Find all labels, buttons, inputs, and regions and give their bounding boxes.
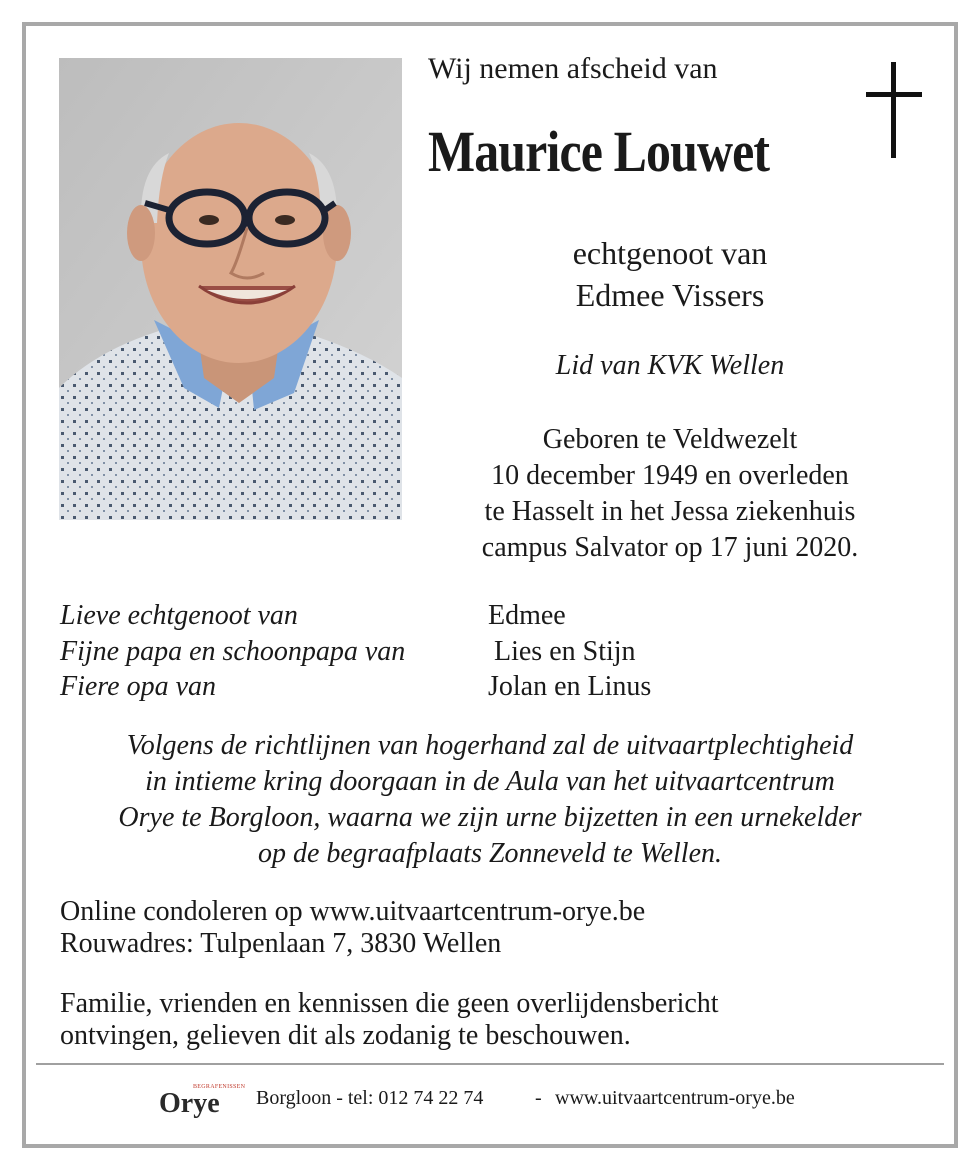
footer-website: www.uitvaartcentrum-orye.be (555, 1087, 795, 1109)
portrait-photo (59, 58, 402, 520)
ceremony-line: in intieme kring doorgaan in de Aula van het uitvaartcentrum (145, 766, 835, 797)
deceased-name: Maurice Louwet (428, 119, 770, 184)
logo-wordmark: Orye (159, 1088, 220, 1119)
birth-death-block (420, 422, 920, 566)
orye-logo (155, 1084, 246, 1122)
ceremony-text (40, 728, 940, 872)
footer-separator: - (535, 1087, 542, 1109)
born-line: Geboren te Veldwezelt (542, 424, 798, 455)
ceremony-line: Orye te Borgloon, waarna we zijn urne bijzetten in een urnekelder (118, 802, 862, 833)
born-line: 10 december 1949 en overleden (491, 460, 849, 491)
family-note (60, 988, 719, 1052)
ceremony-line: Volgens de richtlijnen van hogerhand zal de uitvaartplechtigheid (126, 730, 854, 761)
relation-value: Jolan en Linus (488, 671, 652, 702)
footer-divider (36, 1063, 944, 1065)
online-block (60, 896, 645, 960)
mourning-address-line: Rouwadres: Tulpenlaan 7, 3830 Wellen (60, 928, 502, 959)
footer-contact: Borgloon - tel: 012 74 22 74 (256, 1087, 484, 1109)
logo-tagline: BEGRAFENISSEN (193, 1084, 246, 1090)
relation-label: Lieve echtgenoot van (60, 600, 298, 631)
family-note-line: ontvingen, gelieven dit als zodanig te beschouwen. (60, 1020, 631, 1051)
membership-text: Lid van KVK Wellen (555, 350, 785, 381)
born-line: campus Salvator op 17 juni 2020. (481, 532, 859, 563)
intro-text: Wij nemen afscheid van (428, 52, 718, 85)
relation-value: Lies en Stijn (494, 636, 636, 667)
cross-icon (866, 62, 922, 158)
spouse-line-2: Edmee Vissers (575, 277, 765, 313)
relation-label: Fiere opa van (60, 671, 217, 702)
online-condolence-line: Online condoleren op www.uitvaartcentrum-orye.be (60, 896, 646, 927)
family-note-line: Familie, vrienden en kennissen die geen overlijdensbericht (60, 988, 719, 1019)
relation-value: Edmee (488, 600, 566, 631)
spouse-line-1: echtgenoot van (572, 235, 768, 271)
ceremony-line: op de begraafplaats Zonneveld te Wellen. (258, 838, 722, 869)
spouse-block (420, 232, 920, 316)
born-line: te Hasselt in het Jessa ziekenhuis (484, 496, 856, 527)
relation-label: Fijne papa en schoonpapa van (60, 636, 406, 667)
